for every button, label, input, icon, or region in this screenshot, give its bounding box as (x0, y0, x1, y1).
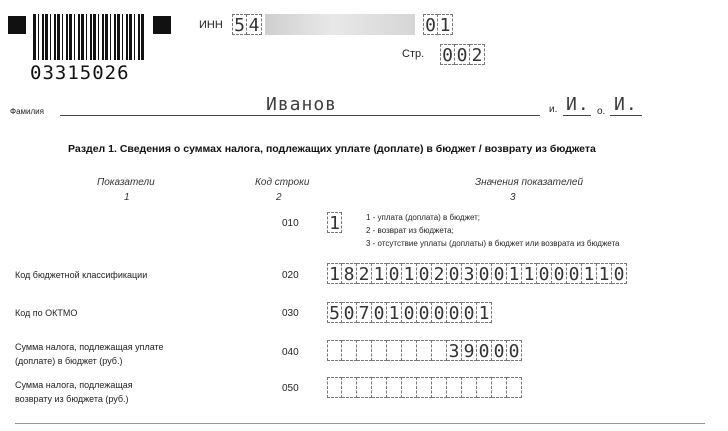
tax-payable-digit: 0 (492, 340, 507, 361)
surname-value[interactable]: Иванов (266, 94, 338, 115)
tax-refund-digit (507, 377, 522, 398)
oktmo-digit: 0 (447, 302, 462, 323)
tax-payable-digit (342, 340, 357, 361)
page-digit: 0 (440, 44, 455, 65)
kbk-digit: 0 (447, 263, 462, 284)
line-code-020: 020 (282, 270, 299, 281)
tax-payable-label-line1: Сумма налога, подлежащая уплате (15, 342, 164, 352)
barcode-number: 03315026 (30, 62, 130, 84)
tax-payable-digit (387, 340, 402, 361)
line-code-050: 050 (282, 383, 299, 394)
surname-underline (60, 115, 540, 116)
tax-payable-field[interactable] (327, 340, 522, 361)
kbk-digit: 0 (537, 263, 552, 284)
page-number-field[interactable] (440, 44, 485, 65)
corner-marker-left (8, 16, 26, 34)
tax-refund-digit (372, 377, 387, 398)
tax-payable-digit (327, 340, 342, 361)
initial1-label: и. (549, 104, 558, 115)
tax-refund-field[interactable] (327, 377, 522, 398)
oktmo-digit: 0 (417, 302, 432, 323)
page-label: Стр. (402, 48, 425, 60)
kbk-digit: 1 (402, 263, 417, 284)
initial1-value[interactable]: И. (566, 94, 590, 115)
kbk-digit: 0 (612, 263, 627, 284)
kbk-digit: 0 (477, 263, 492, 284)
kbk-digit: 1 (372, 263, 387, 284)
barcode-image (33, 14, 145, 60)
bottom-rule (15, 423, 705, 424)
oktmo-digit: 7 (357, 302, 372, 323)
initial1-underline (563, 115, 591, 116)
inn-digit: 0 (423, 14, 438, 35)
tax-payable-digit (402, 340, 417, 361)
tax-refund-digit (387, 377, 402, 398)
tax-payable-digit (432, 340, 447, 361)
section-title: Раздел 1. Сведения о суммах налога, подлежащих уплате (доплате) в бюджет / возврату из бюджета (68, 143, 596, 155)
tax-payable-label-line2: (доплате) в бюджет (руб.) (15, 356, 123, 366)
kbk-digit: 0 (492, 263, 507, 284)
column-number-2: 2 (276, 192, 282, 203)
oktmo-digit: 1 (387, 302, 402, 323)
payment-type-note-3: 3 - отсутствие уплаты (доплаты) в бюджет или возврата из бюджета (366, 239, 620, 248)
oktmo-digit: 0 (462, 302, 477, 323)
tax-refund-digit (327, 377, 342, 398)
inn-redacted-area (265, 14, 415, 35)
line-code-030: 030 (282, 308, 299, 319)
payment-type-digit: 1 (327, 212, 342, 233)
corner-marker-right (153, 16, 171, 34)
line-code-010: 010 (282, 218, 299, 229)
column-header-indicators: Показатели (97, 177, 155, 188)
tax-payable-digit: 0 (507, 340, 522, 361)
tax-refund-digit (417, 377, 432, 398)
tax-payable-digit: 0 (477, 340, 492, 361)
payment-type-note-2: 2 - возврат из бюджета; (366, 226, 454, 235)
oktmo-digit: 0 (402, 302, 417, 323)
tax-refund-label-line2: возврату из бюджета (руб.) (15, 394, 129, 404)
inn-field[interactable] (232, 14, 262, 35)
inn-digit: 1 (438, 14, 453, 35)
inn-digit: 4 (247, 14, 262, 35)
kbk-digit: 1 (522, 263, 537, 284)
initial2-underline (610, 115, 642, 116)
tax-payable-digit (372, 340, 387, 361)
tax-refund-digit (492, 377, 507, 398)
tax-payable-digit (417, 340, 432, 361)
kbk-digit: 2 (432, 263, 447, 284)
kbk-field[interactable] (327, 263, 627, 284)
kbk-label: Код бюджетной классификации (15, 270, 148, 280)
kbk-digit: 0 (387, 263, 402, 284)
oktmo-field[interactable] (327, 302, 492, 323)
kbk-digit: 3 (462, 263, 477, 284)
inn-label: ИНН (199, 19, 223, 31)
oktmo-label: Код по ОКТМО (15, 308, 78, 318)
column-header-line-code: Код строки (255, 177, 310, 188)
payment-type-note-1: 1 - уплата (доплата) в бюджет; (366, 213, 481, 222)
initial2-value[interactable]: И. (614, 94, 638, 115)
kbk-digit: 1 (327, 263, 342, 284)
surname-label: Фамилия (10, 107, 44, 116)
oktmo-digit: 0 (342, 302, 357, 323)
tax-refund-digit (447, 377, 462, 398)
page-digit: 2 (470, 44, 485, 65)
tax-refund-digit (402, 377, 417, 398)
tax-refund-digit (432, 377, 447, 398)
column-header-values: Значения показателей (475, 177, 584, 188)
tax-refund-digit (462, 377, 477, 398)
page-digit: 0 (455, 44, 470, 65)
column-number-1: 1 (124, 192, 130, 203)
tax-refund-digit (342, 377, 357, 398)
oktmo-digit: 0 (372, 302, 387, 323)
kbk-digit: 1 (597, 263, 612, 284)
tax-payable-digit: 3 (447, 340, 462, 361)
tax-refund-digit (477, 377, 492, 398)
oktmo-digit: 1 (477, 302, 492, 323)
kbk-digit: 1 (507, 263, 522, 284)
tax-refund-digit (357, 377, 372, 398)
column-number-3: 3 (510, 192, 516, 203)
inn-field-end[interactable] (423, 14, 453, 35)
oktmo-digit: 5 (327, 302, 342, 323)
tax-payable-digit: 9 (462, 340, 477, 361)
kbk-digit: 2 (357, 263, 372, 284)
initial2-label: о. (597, 106, 606, 117)
payment-type-field[interactable] (327, 212, 342, 233)
oktmo-digit: 0 (432, 302, 447, 323)
kbk-digit: 0 (417, 263, 432, 284)
inn-digit: 5 (232, 14, 247, 35)
kbk-digit: 0 (567, 263, 582, 284)
tax-refund-label-line1: Сумма налога, подлежащая (15, 380, 133, 390)
tax-payable-digit (357, 340, 372, 361)
kbk-digit: 1 (582, 263, 597, 284)
line-code-040: 040 (282, 347, 299, 358)
kbk-digit: 8 (342, 263, 357, 284)
kbk-digit: 0 (552, 263, 567, 284)
